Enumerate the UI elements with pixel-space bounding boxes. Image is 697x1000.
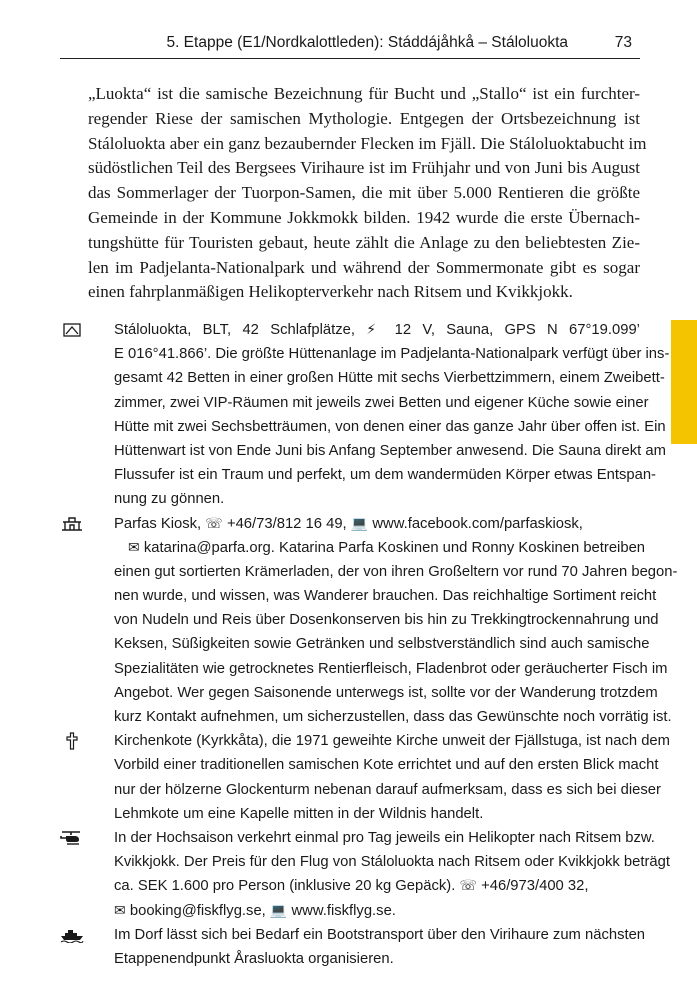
kiosk-line: nen wurde, und wissen, was Wanderer brauchen. Das reichhaltige Sortiment reicht (114, 588, 657, 605)
church-line: Kirchenkote (Kyrkkåta), die 1971 geweihte Kirche unweit der Fjällstuga, ist nach dem (114, 733, 670, 750)
phone-icon: ☏ (459, 878, 477, 895)
entry-kiosk (60, 512, 678, 730)
hut-line: Hüttenwart ist von Ende Juni bis Anfang September anwesend. Die Sauna direkt am (114, 442, 666, 459)
heli-line: Kvikkjokk. Der Preis für den Flug von Stáloluokta nach Ritsem oder Kvikkjokk beträgt (114, 854, 670, 871)
hut-line: E 016°41.866’. Die größte Hüttenanlage im Padjelanta-Nationalpark verfügt über ins- (114, 346, 670, 363)
intro-line: Stáloluokta aber ein ganz bezaubernder Flecken im Fjäll. Die Stáloluoktabucht im (88, 133, 647, 153)
computer-icon: 💻 (269, 902, 288, 919)
heli-line: In der Hochsaison verkehrt einmal pro Tag jeweils ein Helikopter nach Ritsem bzw. (114, 829, 655, 846)
kiosk-name: Parfas Kiosk, (114, 515, 202, 532)
church-line: Lehmkote um eine Kapelle mitten in der Wildnis handelt. (114, 805, 484, 822)
intro-line: regender Riese der samischen Mythologie. Entgegen der Ortsbezeichnung ist (88, 108, 640, 128)
phone-icon: ☏ (205, 515, 223, 532)
entry-church (60, 729, 670, 826)
chapter-thumb-tab (671, 320, 697, 444)
heli-price: ca. SEK 1.600 pro Person (inklusive 20 kg Gepäck). (114, 878, 456, 895)
hut-icon (60, 321, 84, 339)
shop-icon (60, 515, 84, 533)
kiosk-line: Spezialitäten wie getrocknetes Rentierfleisch, Fladenbrot oder geräucherter Fisch im (114, 660, 668, 677)
hut-line: Flussufer ist ein Traum und perfekt, um dem wandermüden Körper etwas Entspan- (114, 467, 656, 484)
boat-line: Etappenendpunkt Årasluokta organisieren. (114, 950, 394, 967)
heli-email[interactable]: booking@fiskflyg.se, (129, 902, 266, 919)
hut-line: nung zu gönnen. (114, 491, 225, 508)
info-entries (60, 318, 678, 971)
intro-line: das Sommerlager der Tuorpon-Samen, die mit über 5.000 Rentieren die größte (88, 183, 640, 203)
hut-line: zimmer, zwei VIP-Räumen mit jeweils zwei Betten und eigener Küche sowie einer (114, 394, 649, 411)
kiosk-line: Keksen, Süßigkeiten sowie Getränken und selbstverständlich sind auch samische (114, 636, 650, 653)
kiosk-line: einen gut sortierten Krämerladen, der von ihren Großeltern vor rund 70 Jahren begon- (114, 563, 678, 580)
kiosk-web[interactable]: www.facebook.com/parfaskiosk, (372, 515, 583, 532)
kiosk-text: Katarina Parfa Koskinen und Ronny Koskinen betreiben (278, 539, 646, 556)
page-number: 73 (614, 34, 632, 51)
intro-line: südöstlichen Teil des Bergsees Virihaure ist im Frühjahr und von Juni bis August (88, 158, 640, 178)
boat-line: Im Dorf lässt sich bei Bedarf ein Bootstransport über den Virihaure zum nächsten (114, 926, 646, 943)
power-plug-icon: ⚡ (366, 322, 384, 338)
intro-line: len im Padjelanta-Nationalpark und während der Sommermonate gibt es sogar (88, 257, 640, 277)
email-icon: ✉ (128, 539, 140, 556)
heli-web[interactable]: www.fiskflyg.se. (291, 902, 396, 919)
hut-name: Stáloluokta, BLT, 42 Schlafplätze, (114, 322, 355, 338)
hut-details: 12 V, Sauna, GPS N 67°19.099’ (394, 322, 640, 338)
header-title: 5. Etappe (E1/Nordkalottleden): Stáddájåhkå – Stáloluokta (166, 34, 568, 51)
intro-line: „Luokta“ ist die samische Bezeichnung für Bucht und „Stallo“ ist ein furchter- (88, 84, 640, 103)
intro-line: einen fahrplanmäßigen Helikopterverkehr nach Ritsem und Kvikkjokk. (88, 282, 573, 302)
hut-line: Hütte mit zwei Sechsbetträumen, von denen einer das ganze Jahr über offen ist. Ein (114, 418, 666, 435)
entry-hut (60, 318, 670, 512)
church-cross-icon (60, 732, 84, 750)
intro-paragraph (88, 82, 647, 305)
helicopter-icon (60, 829, 84, 847)
kiosk-phone[interactable]: +46/73/812 16 49, (226, 515, 347, 532)
church-line: Vorbild einer traditionellen samischen Kote errichtet und auf den ersten Blick macht (114, 757, 659, 774)
intro-line: tungshütte für Touristen gebaut, heute zählt die Anlage zu den beliebtesten Zie- (88, 232, 640, 252)
hut-line: gesamt 42 Betten in einer großen Hütte mit sechs Vierbettzimmern, einem Zweibett- (114, 370, 665, 387)
intro-line: Gemeinde in der Kommune Jokkmokk bilden. 1942 wurde die erste Übernach- (88, 207, 640, 227)
entry-boat (60, 923, 646, 971)
church-line: nur der hölzerne Glockenturm nebenan darauf aufmerksam, dass es sich bei dieser (114, 781, 661, 798)
kiosk-line: Angebot. Wer gegen Saisonende unterwegs ist, sollte vor der Wanderung trotzdem (114, 684, 658, 701)
email-icon: ✉ (114, 902, 126, 919)
computer-icon: 💻 (350, 515, 369, 532)
boat-icon (60, 926, 84, 944)
kiosk-email[interactable]: katarina@parfa.org. (143, 539, 275, 556)
kiosk-line: kurz Kontakt aufnehmen, um sicherzustellen, dass das Gewünschte noch vorrätig ist. (114, 709, 672, 725)
entry-helicopter (60, 826, 670, 923)
kiosk-line: von Nudeln und Reis über Dosenkonserven bis hin zu Trekkingtrockennahrung und (114, 612, 659, 629)
running-header (60, 28, 640, 59)
heli-phone[interactable]: +46/973/400 32, (481, 878, 589, 895)
